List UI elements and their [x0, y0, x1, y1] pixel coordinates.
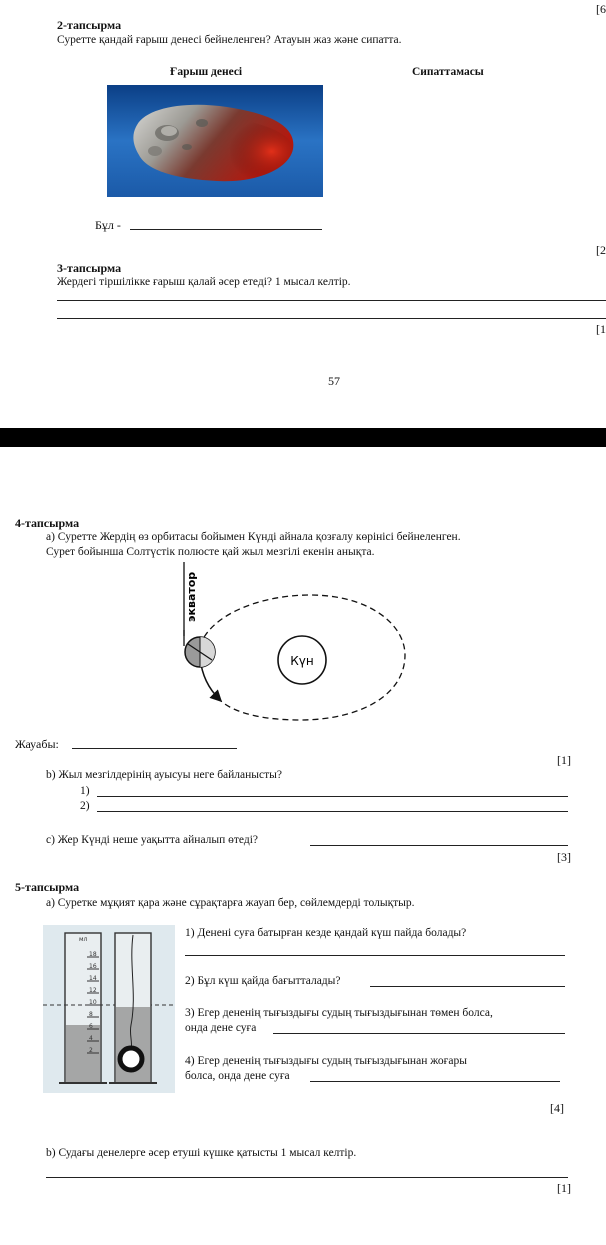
task3-answer-line-2[interactable] [57, 318, 606, 319]
page-number: 57 [328, 374, 340, 388]
task5-q4-line1: 4) Егер дененің тығыздығы судың тығыздығынан жоғары [185, 1055, 467, 1067]
task4-title: 4-тапсырма [15, 516, 80, 530]
scale-tick-label: 2 [89, 1047, 93, 1054]
scale-tick-label: 18 [89, 951, 97, 958]
scale-tick-label: 16 [89, 963, 97, 970]
task4-mark-c: [3] [557, 850, 571, 864]
task4-a-line1: а) Суретте Жердің өз орбитасы бойымен Күнді айнала қозғалу көрінісі бейнеленген. [46, 531, 461, 543]
task5-q4-line2: болса, онда дене суға [185, 1070, 290, 1082]
scale-tick-label: 14 [89, 975, 97, 982]
submerged-body [120, 1048, 142, 1070]
task5-mark-a: [4] [550, 1101, 564, 1115]
scale-tick-label: 12 [89, 987, 97, 994]
task4-a-line2: Сурет бойынша Солтүстік полюсте қай жыл мезгілі екенін анықта. [46, 546, 375, 558]
task3-mark: [1 [596, 322, 606, 336]
task2-mark: [2 [596, 243, 606, 257]
task5-q2: 2) Бұл күш қайда бағытталады? [185, 975, 341, 987]
task4-b-prompt: b) Жыл мезгілдерінің ауысуы неге байланысты? [46, 769, 282, 781]
task5-title: 5-тапсырма [15, 880, 80, 894]
task5-q3-line2: онда дене суға [185, 1022, 257, 1034]
task4-c-prompt: с) Жер Күнді неше уақытта айналып өтеді? [46, 834, 259, 846]
task5-b-line[interactable] [46, 1177, 568, 1178]
scale-tick-label: 4 [89, 1035, 93, 1042]
task2-answer-label: Бұл - [95, 218, 121, 232]
task4-c-line[interactable] [310, 845, 568, 846]
asteroid-image [107, 85, 323, 197]
task2-answer-line[interactable] [130, 229, 322, 230]
scale-tick-label: 6 [89, 1023, 93, 1030]
task5-a-prompt: а) Суретке мұқият қара және сұрақтарға жауап бер, сөйлемдерді толықтыр. [46, 897, 415, 909]
task5-mark-b: [1] [557, 1181, 571, 1195]
page-separator [0, 428, 606, 447]
task4-b-item2: 2) [80, 800, 90, 812]
task5-q4-line[interactable] [310, 1081, 560, 1082]
task2-prompt: Суретте қандай ғарыш денесі бейнеленген? Атауын жаз және сипатта. [57, 34, 402, 46]
scale-tick-label: 10 [89, 999, 97, 1006]
task5-q2-line[interactable] [370, 986, 565, 987]
task5-q1-line[interactable] [185, 955, 565, 956]
scale-tick-label: 8 [89, 1011, 93, 1018]
task4-b-line-2[interactable] [97, 811, 568, 812]
task5-q3-line[interactable] [273, 1033, 565, 1034]
cylinders-image [43, 925, 175, 1093]
orbit-diagram [160, 560, 420, 730]
task5-q3-line1: 3) Егер дененің тығыздығы судың тығыздығынан төмен болса, [185, 1007, 493, 1019]
equator-label: экватор [185, 571, 198, 622]
asteroid-illustration [107, 85, 323, 197]
task3-title: 3-тапсырма [57, 261, 122, 275]
task3-answer-line-1[interactable] [57, 300, 606, 301]
task4-answer-label: Жауабы: [15, 737, 59, 751]
column-header-space-body: Ғарыш денесі [170, 66, 243, 78]
column-header-description: Сипаттамасы [412, 66, 484, 78]
task4-mark-a: [1] [557, 753, 571, 767]
task4-answer-line[interactable] [72, 748, 237, 749]
cylinder-unit-label: мл [79, 936, 88, 943]
task3-prompt: Жердегі тіршілікке ғарыш қалай әсер етеді? 1 мысал келтір. [57, 276, 351, 288]
task2-title: 2-тапсырма [57, 18, 122, 32]
task5-q1: 1) Денені суға батырған кезде қандай күш пайда болады? [185, 927, 467, 939]
sun-label: Күн [290, 654, 314, 668]
task4-b-line-1[interactable] [97, 796, 568, 797]
task4-b-item1: 1) [80, 785, 90, 797]
task5-b-prompt: b) Судағы денелерге әсер етуші күшке қатысты 1 мысал келтір. [46, 1147, 357, 1159]
corner-mark-top: [6 [596, 2, 606, 16]
